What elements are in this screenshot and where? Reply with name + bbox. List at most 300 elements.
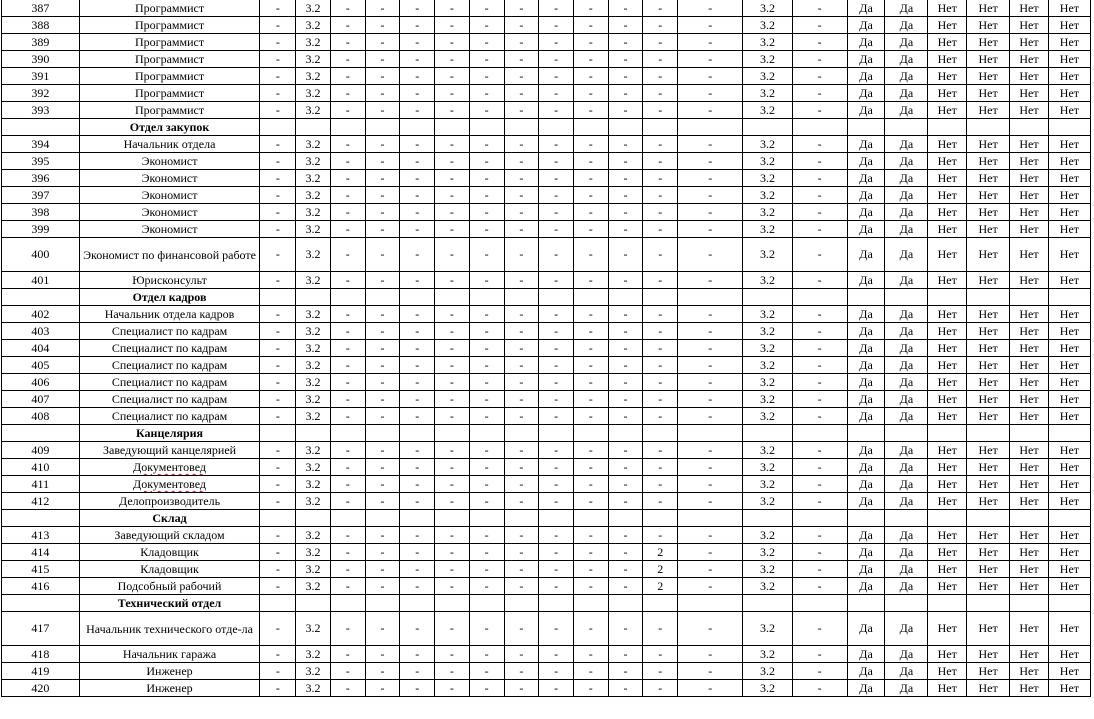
section-blank-cell xyxy=(365,510,400,527)
yes-no-cell: Нет xyxy=(1010,272,1049,289)
factor-cell: - xyxy=(643,493,678,510)
factor-cell: - xyxy=(608,34,643,51)
section-blank-cell xyxy=(643,595,678,612)
table-row xyxy=(2,51,1091,68)
yes-no-cell: Да xyxy=(885,102,928,119)
factor-cell: - xyxy=(469,612,504,646)
section-blank-cell xyxy=(743,289,792,306)
factor-cell: - xyxy=(539,238,574,272)
table-row xyxy=(2,646,1091,663)
factor-cell: - xyxy=(643,680,678,697)
section-blank-cell xyxy=(743,595,792,612)
position-cell: Начальник гаража xyxy=(79,646,260,663)
factor-cell: - xyxy=(365,17,400,34)
factor-cell: - xyxy=(573,340,608,357)
position-cell: Экономист xyxy=(79,221,260,238)
factor-cell: - xyxy=(608,238,643,272)
factor-cell: - xyxy=(435,187,470,204)
factor-cell: - xyxy=(573,408,608,425)
factor-cell: - xyxy=(365,272,400,289)
row-number-cell: 408 xyxy=(2,408,80,425)
factor-cell: - xyxy=(365,561,400,578)
factor-cell: - xyxy=(792,136,847,153)
factor-cell: - xyxy=(678,527,743,544)
yes-no-cell: Да xyxy=(885,374,928,391)
factor-cell: - xyxy=(330,187,365,204)
factor-cell: - xyxy=(504,51,539,68)
yes-no-cell: Да xyxy=(885,68,928,85)
factor-cell: - xyxy=(260,391,296,408)
factor-cell: - xyxy=(260,578,296,595)
factor-cell: - xyxy=(643,204,678,221)
yes-no-cell: Да xyxy=(847,323,885,340)
factor-cell: - xyxy=(792,680,847,697)
section-blank-cell xyxy=(539,510,574,527)
factor-cell: - xyxy=(435,544,470,561)
factor-cell: - xyxy=(573,459,608,476)
section-blank-cell xyxy=(1010,510,1049,527)
total-class-cell: 3.2 xyxy=(743,408,792,425)
factor-cell: - xyxy=(573,578,608,595)
factor-cell: - xyxy=(678,238,743,272)
factor-cell: - xyxy=(792,17,847,34)
position-cell: Кладовщик xyxy=(79,544,260,561)
yes-no-cell: Да xyxy=(885,442,928,459)
section-blank-cell xyxy=(608,119,643,136)
factor-cell: - xyxy=(260,374,296,391)
factor-cell: - xyxy=(573,85,608,102)
yes-no-cell: Нет xyxy=(1048,153,1090,170)
section-blank-cell xyxy=(365,119,400,136)
factor-cell: - xyxy=(608,323,643,340)
section-blank-cell xyxy=(539,595,574,612)
yes-no-cell: Нет xyxy=(928,646,967,663)
yes-no-cell: Нет xyxy=(928,663,967,680)
factor-cell: - xyxy=(608,459,643,476)
table-row xyxy=(2,306,1091,323)
factor-cell: - xyxy=(365,153,400,170)
factor-cell: - xyxy=(330,102,365,119)
factor-cell: - xyxy=(608,102,643,119)
table-row xyxy=(2,0,1091,17)
yes-no-cell: Нет xyxy=(928,68,967,85)
table-row xyxy=(2,221,1091,238)
section-blank-cell xyxy=(792,119,847,136)
yes-no-cell: Нет xyxy=(928,51,967,68)
yes-no-cell: Нет xyxy=(1048,136,1090,153)
row-number-cell: 414 xyxy=(2,544,80,561)
workplace-assessment-table xyxy=(1,0,1091,697)
factor-cell: - xyxy=(792,561,847,578)
factor-cell: - xyxy=(678,561,743,578)
factor-cell: - xyxy=(365,612,400,646)
factor-cell: - xyxy=(678,68,743,85)
yes-no-cell: Нет xyxy=(928,340,967,357)
total-class-cell: 3.2 xyxy=(743,68,792,85)
factor-cell: - xyxy=(539,340,574,357)
section-blank-cell xyxy=(967,510,1010,527)
factor-cell: - xyxy=(400,34,435,51)
factor-cell: - xyxy=(792,238,847,272)
section-blank-cell xyxy=(1010,119,1049,136)
factor-cell: - xyxy=(504,544,539,561)
factor-cell: - xyxy=(608,170,643,187)
yes-no-cell: Нет xyxy=(928,153,967,170)
factor-cell: - xyxy=(792,51,847,68)
total-class-cell: 3.2 xyxy=(743,340,792,357)
yes-no-cell: Нет xyxy=(928,493,967,510)
factor-cell: - xyxy=(365,442,400,459)
yes-no-cell: Да xyxy=(847,85,885,102)
class-cell: 3.2 xyxy=(296,340,331,357)
section-blank-cell xyxy=(573,119,608,136)
table-row xyxy=(2,612,1091,646)
section-blank-cell xyxy=(643,510,678,527)
factor-cell: - xyxy=(539,459,574,476)
factor-cell: - xyxy=(260,136,296,153)
factor-cell: - xyxy=(539,357,574,374)
yes-no-cell: Да xyxy=(847,170,885,187)
section-header-row xyxy=(2,595,1091,612)
yes-no-cell: Да xyxy=(847,204,885,221)
factor-cell: - xyxy=(573,306,608,323)
yes-no-cell: Нет xyxy=(928,612,967,646)
section-blank-cell xyxy=(260,289,296,306)
factor-cell: - xyxy=(400,374,435,391)
section-blank-cell xyxy=(469,425,504,442)
yes-no-cell: Нет xyxy=(967,68,1010,85)
factor-cell: - xyxy=(400,187,435,204)
table-row xyxy=(2,187,1091,204)
factor-cell: - xyxy=(608,544,643,561)
class-cell: 3.2 xyxy=(296,68,331,85)
factor-cell: - xyxy=(539,578,574,595)
factor-cell: - xyxy=(365,527,400,544)
factor-cell: - xyxy=(678,442,743,459)
yes-no-cell: Нет xyxy=(1048,459,1090,476)
yes-no-cell: Нет xyxy=(1010,476,1049,493)
factor-cell: - xyxy=(792,272,847,289)
yes-no-cell: Нет xyxy=(1048,238,1090,272)
factor-cell: - xyxy=(469,374,504,391)
factor-cell: - xyxy=(504,187,539,204)
yes-no-cell: Да xyxy=(847,646,885,663)
factor-cell: - xyxy=(435,357,470,374)
yes-no-cell: Да xyxy=(847,612,885,646)
yes-no-cell: Нет xyxy=(967,476,1010,493)
factor-cell: - xyxy=(400,663,435,680)
yes-no-cell: Нет xyxy=(1048,663,1090,680)
factor-cell: - xyxy=(469,476,504,493)
factor-cell: - xyxy=(330,17,365,34)
factor-cell: - xyxy=(678,663,743,680)
factor-cell: - xyxy=(504,136,539,153)
factor-cell: - xyxy=(469,221,504,238)
factor-cell: - xyxy=(643,68,678,85)
factor-cell: - xyxy=(400,442,435,459)
total-class-cell: 3.2 xyxy=(743,17,792,34)
section-header-row xyxy=(2,119,1091,136)
factor-cell: - xyxy=(573,374,608,391)
factor-cell: - xyxy=(260,527,296,544)
section-title: Технический отдел xyxy=(79,595,260,612)
position-cell: Специалист по кадрам xyxy=(79,374,260,391)
yes-no-cell: Нет xyxy=(928,374,967,391)
section-blank-cell xyxy=(365,289,400,306)
row-number-cell: 392 xyxy=(2,85,80,102)
factor-cell: - xyxy=(330,459,365,476)
factor-cell: - xyxy=(678,306,743,323)
factor-cell: - xyxy=(504,340,539,357)
section-blank-cell xyxy=(330,595,365,612)
factor-cell: - xyxy=(435,561,470,578)
section-blank-cell xyxy=(678,595,743,612)
row-number-cell: 410 xyxy=(2,459,80,476)
factor-cell: - xyxy=(260,0,296,17)
section-blank-cell xyxy=(643,119,678,136)
factor-cell: - xyxy=(539,527,574,544)
section-blank-cell xyxy=(928,510,967,527)
factor-cell: - xyxy=(469,68,504,85)
yes-no-cell: Да xyxy=(847,136,885,153)
section-title: Канцелярия xyxy=(79,425,260,442)
factor-cell: - xyxy=(260,102,296,119)
factor-cell: - xyxy=(678,680,743,697)
position-cell: Делопроизводитель xyxy=(79,493,260,510)
factor-cell: - xyxy=(573,51,608,68)
factor-cell: - xyxy=(469,34,504,51)
section-blank-cell xyxy=(847,119,885,136)
class-cell: 3.2 xyxy=(296,51,331,68)
class-cell: 3.2 xyxy=(296,646,331,663)
yes-no-cell: Нет xyxy=(1048,476,1090,493)
factor-cell: - xyxy=(504,34,539,51)
yes-no-cell: Нет xyxy=(928,306,967,323)
yes-no-cell: Нет xyxy=(967,187,1010,204)
factor-cell: - xyxy=(330,85,365,102)
factor-cell: - xyxy=(504,493,539,510)
factor-cell: - xyxy=(330,374,365,391)
class-cell: 3.2 xyxy=(296,493,331,510)
factor-cell: - xyxy=(573,272,608,289)
class-cell: 3.2 xyxy=(296,221,331,238)
yes-no-cell: Да xyxy=(847,17,885,34)
factor-cell: - xyxy=(539,17,574,34)
yes-no-cell: Нет xyxy=(967,544,1010,561)
yes-no-cell: Да xyxy=(885,340,928,357)
section-blank-cell xyxy=(435,425,470,442)
position-cell: Начальник технического отде-ла xyxy=(79,612,260,646)
factor-cell: - xyxy=(573,357,608,374)
yes-no-cell: Нет xyxy=(928,272,967,289)
yes-no-cell: Нет xyxy=(1048,323,1090,340)
yes-no-cell: Нет xyxy=(1048,306,1090,323)
yes-no-cell: Нет xyxy=(967,323,1010,340)
factor-cell: - xyxy=(365,476,400,493)
factor-cell: - xyxy=(539,187,574,204)
yes-no-cell: Нет xyxy=(1048,221,1090,238)
factor-cell: - xyxy=(608,578,643,595)
yes-no-cell: Нет xyxy=(1048,561,1090,578)
factor-cell: - xyxy=(504,85,539,102)
factor-cell: - xyxy=(573,561,608,578)
table-row xyxy=(2,493,1091,510)
factor-cell: 2 xyxy=(643,561,678,578)
factor-cell: - xyxy=(504,221,539,238)
factor-cell: - xyxy=(435,612,470,646)
factor-cell: - xyxy=(260,646,296,663)
factor-cell: - xyxy=(435,51,470,68)
factor-cell: - xyxy=(643,238,678,272)
section-blank-cell xyxy=(678,289,743,306)
factor-cell: - xyxy=(643,476,678,493)
section-blank-cell xyxy=(1048,425,1090,442)
factor-cell: - xyxy=(504,306,539,323)
factor-cell: - xyxy=(330,221,365,238)
class-cell: 3.2 xyxy=(296,663,331,680)
row-number-cell: 419 xyxy=(2,663,80,680)
factor-cell: - xyxy=(792,323,847,340)
factor-cell: - xyxy=(504,663,539,680)
yes-no-cell: Нет xyxy=(1048,17,1090,34)
yes-no-cell: Да xyxy=(847,374,885,391)
factor-cell: - xyxy=(643,102,678,119)
yes-no-cell: Нет xyxy=(1010,85,1049,102)
factor-cell: - xyxy=(400,153,435,170)
factor-cell: - xyxy=(643,391,678,408)
factor-cell: - xyxy=(504,0,539,17)
section-blank-cell xyxy=(608,595,643,612)
yes-no-cell: Нет xyxy=(1048,102,1090,119)
factor-cell: - xyxy=(469,272,504,289)
yes-no-cell: Нет xyxy=(928,391,967,408)
factor-cell: - xyxy=(330,51,365,68)
factor-cell: - xyxy=(678,612,743,646)
yes-no-cell: Да xyxy=(885,306,928,323)
factor-cell: - xyxy=(608,136,643,153)
factor-cell: - xyxy=(573,170,608,187)
factor-cell: - xyxy=(792,578,847,595)
yes-no-cell: Нет xyxy=(967,527,1010,544)
section-blank-cell xyxy=(400,289,435,306)
factor-cell: - xyxy=(608,561,643,578)
yes-no-cell: Нет xyxy=(967,680,1010,697)
factor-cell: - xyxy=(435,391,470,408)
factor-cell: - xyxy=(504,391,539,408)
factor-cell: - xyxy=(792,187,847,204)
yes-no-cell: Нет xyxy=(1048,646,1090,663)
factor-cell: - xyxy=(792,646,847,663)
yes-no-cell: Нет xyxy=(967,442,1010,459)
factor-cell: - xyxy=(400,0,435,17)
factor-cell: - xyxy=(678,153,743,170)
factor-cell: - xyxy=(469,238,504,272)
factor-cell: - xyxy=(469,0,504,17)
factor-cell: - xyxy=(260,493,296,510)
factor-cell: - xyxy=(365,51,400,68)
factor-cell: - xyxy=(608,646,643,663)
factor-cell: - xyxy=(792,493,847,510)
factor-cell: - xyxy=(792,663,847,680)
row-number-cell: 403 xyxy=(2,323,80,340)
factor-cell: - xyxy=(792,408,847,425)
yes-no-cell: Да xyxy=(885,153,928,170)
yes-no-cell: Нет xyxy=(928,527,967,544)
factor-cell: - xyxy=(330,663,365,680)
factor-cell: - xyxy=(400,493,435,510)
factor-cell: - xyxy=(435,136,470,153)
yes-no-cell: Да xyxy=(847,340,885,357)
factor-cell: - xyxy=(608,51,643,68)
factor-cell: - xyxy=(539,85,574,102)
factor-cell: - xyxy=(260,68,296,85)
section-blank-cell xyxy=(330,119,365,136)
section-blank-cell xyxy=(260,425,296,442)
factor-cell: - xyxy=(792,204,847,221)
yes-no-cell: Нет xyxy=(1048,374,1090,391)
yes-no-cell: Да xyxy=(885,493,928,510)
factor-cell: - xyxy=(469,323,504,340)
factor-cell: - xyxy=(469,561,504,578)
factor-cell: - xyxy=(260,34,296,51)
yes-no-cell: Нет xyxy=(967,0,1010,17)
factor-cell: - xyxy=(469,646,504,663)
factor-cell: - xyxy=(608,272,643,289)
factor-cell: - xyxy=(678,170,743,187)
yes-no-cell: Да xyxy=(847,391,885,408)
factor-cell: - xyxy=(678,408,743,425)
yes-no-cell: Нет xyxy=(1010,357,1049,374)
yes-no-cell: Нет xyxy=(1048,0,1090,17)
factor-cell: - xyxy=(504,680,539,697)
factor-cell: - xyxy=(260,306,296,323)
table-row xyxy=(2,374,1091,391)
factor-cell: - xyxy=(330,527,365,544)
yes-no-cell: Да xyxy=(847,221,885,238)
table-row xyxy=(2,204,1091,221)
yes-no-cell: Нет xyxy=(967,102,1010,119)
yes-no-cell: Нет xyxy=(1048,85,1090,102)
factor-cell: - xyxy=(573,238,608,272)
factor-cell: - xyxy=(539,391,574,408)
factor-cell: - xyxy=(330,391,365,408)
position-cell: Начальник отдела xyxy=(79,136,260,153)
position-cell: Подсобный рабочий xyxy=(79,578,260,595)
factor-cell: - xyxy=(400,357,435,374)
section-blank-cell xyxy=(1048,510,1090,527)
yes-no-cell: Да xyxy=(885,646,928,663)
yes-no-cell: Нет xyxy=(1010,442,1049,459)
position-cell: Программист xyxy=(79,68,260,85)
factor-cell: - xyxy=(643,17,678,34)
yes-no-cell: Нет xyxy=(928,170,967,187)
table-row xyxy=(2,68,1091,85)
factor-cell: - xyxy=(400,544,435,561)
row-number-cell: 411 xyxy=(2,476,80,493)
position-cell: Программист xyxy=(79,17,260,34)
class-cell: 3.2 xyxy=(296,459,331,476)
factor-cell: - xyxy=(365,204,400,221)
factor-cell: - xyxy=(469,408,504,425)
factor-cell: - xyxy=(678,340,743,357)
yes-no-cell: Нет xyxy=(928,476,967,493)
factor-cell: - xyxy=(539,408,574,425)
factor-cell: - xyxy=(643,34,678,51)
total-class-cell: 3.2 xyxy=(743,51,792,68)
yes-no-cell: Нет xyxy=(928,221,967,238)
yes-no-cell: Нет xyxy=(967,51,1010,68)
factor-cell: - xyxy=(400,527,435,544)
